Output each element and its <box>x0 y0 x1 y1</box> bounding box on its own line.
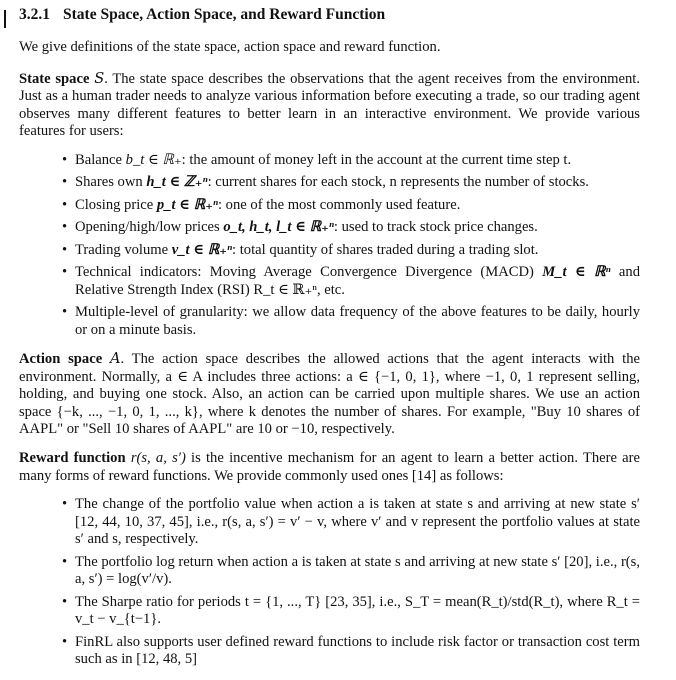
state-space-text: The state space describes the observations that the agent receives from the environment. Just as a human trader needs to analyze various information before executing a trade, so our trading agent observes many different features to better learn in an interactive environment. We provide various features for users: <box>19 70 640 140</box>
margin-change-bar <box>4 10 6 28</box>
item-text: : used to track stock price changes. <box>333 219 538 236</box>
item-math: b_t ∈ ℝ₊ <box>125 151 182 168</box>
action-space-text: The action space describes the allowed actions that the agent interacts with the environment. Normally, a ∈ A includes three actions: a ∈ {−1, 0, 1}, where −1, 0, 1 represent selling, holding, and buying one stock. Also, an action can be carried upon multiple shares. We use an action space {−k, ..., −1, 0, 1, ..., k}, where k denotes the number of shares. For example, "Buy 10 shares of AAPL" or "Sell 10 shares of AAPL" are 10 or −10, respectively. <box>19 351 640 438</box>
item-label: Shares own <box>75 174 147 191</box>
list-item: • The change of the portfolio value when action a is taken at state s and arriving at new state s′ [12, 44, 10, 37, 45], i.e., r(s, a, s′) = v′ − v, where v′ and v represent the portfolio values at state s′ and s, respectively. <box>75 496 640 549</box>
list-item <box>75 242 640 260</box>
list-item <box>75 304 640 339</box>
reward-function-title: Reward function <box>19 450 126 467</box>
item-label: Balance <box>75 151 126 168</box>
state-space-title: State space <box>19 70 90 87</box>
reward-function-list <box>19 496 640 669</box>
item-text: and Relative Strength Index (RSI) R_t ∈ ℝ₊ⁿ, etc. <box>75 263 640 298</box>
item-math: o_t, h_t, l_t ∈ ℝ₊ⁿ <box>223 219 334 236</box>
item-math: h_t ∈ ℤ₊ⁿ <box>146 174 208 191</box>
item-text: : total quantity of shares traded during a trading slot. <box>232 241 539 258</box>
state-feature-list <box>19 152 640 339</box>
item-text: : current shares for each stock, n represents the number of stocks. <box>207 174 589 191</box>
item-text: : the amount of money left in the account at the current time step t. <box>181 151 572 168</box>
action-space-symbol: A <box>109 350 121 368</box>
intro-paragraph: We give definitions of the state space, action space and reward function. <box>19 39 441 55</box>
list-item <box>75 152 640 170</box>
reward-function-text: is the incentive mechanism for an agent to learn a better action. There are many forms of reward functions. We provide commonly used ones [14] as follows: <box>19 450 640 484</box>
list-item: • The portfolio log return when action a is taken at state s and arriving at new state s′ [20], i.e., r(s, a, s′) = log(v′/v). <box>75 554 640 589</box>
item-label: Technical indicators: Moving Average Convergence Divergence (MACD) <box>75 263 543 280</box>
list-item <box>75 174 640 192</box>
item-label: Opening/high/low prices <box>75 219 224 236</box>
list-item <box>75 264 640 299</box>
section-heading <box>19 4 640 26</box>
item-label: Closing price <box>75 196 157 213</box>
reward-function-paragraph <box>19 450 640 485</box>
action-space-paragraph: Action space A. The action space describes the allowed actions that the agent interacts with the environment. Normally, a ∈ A includes three actions: a ∈ {−1, 0, 1}, where −1, 0, 1 represent selling, holding, and buying one stock. Also, an action can be carried upon multiple shares. We use an action space {−k, ..., −1, 0, 1, ..., k}, where k denotes the number of shares. For example, "Buy 10 shares of AAPL" or "Sell 10 shares of AAPL" are 10 or −10, respectively. <box>19 350 640 438</box>
reward-function-symbol: r(s, a, s′) <box>130 450 186 467</box>
item-text: we allow data frequency of the above features to be daily, hourly or on a minute basis. <box>75 303 641 338</box>
item-text: : one of the most commonly used feature. <box>217 196 461 213</box>
state-space-paragraph: State space S. The state space describes the observations that the agent receives from the environment. Just as a human trader needs to analyze various information before executing a trade, so our trading agent observes many different features to better learn in an interactive environment. We provide various features for users: <box>19 69 640 140</box>
item-label: Multiple-level of granularity: <box>75 303 253 320</box>
item-math: v_t ∈ ℝ₊ⁿ <box>171 241 233 258</box>
item-math: p_t ∈ ℝ₊ⁿ <box>156 196 218 213</box>
list-item <box>75 197 640 215</box>
paper-page <box>19 4 640 680</box>
item-math: M_t ∈ ℝⁿ <box>542 263 611 280</box>
section-number: 3.2.1 <box>19 6 50 23</box>
section-title: State Space, Action Space, and Reward Function <box>63 6 386 23</box>
list-item: • The Sharpe ratio for periods t = {1, ..., T} [23, 35], i.e., S_T = mean(R_t)/std(R_t), where R_t = v_t − v_{t−1}. <box>75 594 640 629</box>
state-space-symbol: S <box>94 69 105 87</box>
item-label: Trading volume <box>75 241 172 258</box>
action-space-title: Action space <box>19 351 103 368</box>
list-item: • FinRL also supports user defined reward functions to include risk factor or transaction cost term such as in [12, 48, 5] <box>75 634 640 669</box>
list-item <box>75 219 640 237</box>
